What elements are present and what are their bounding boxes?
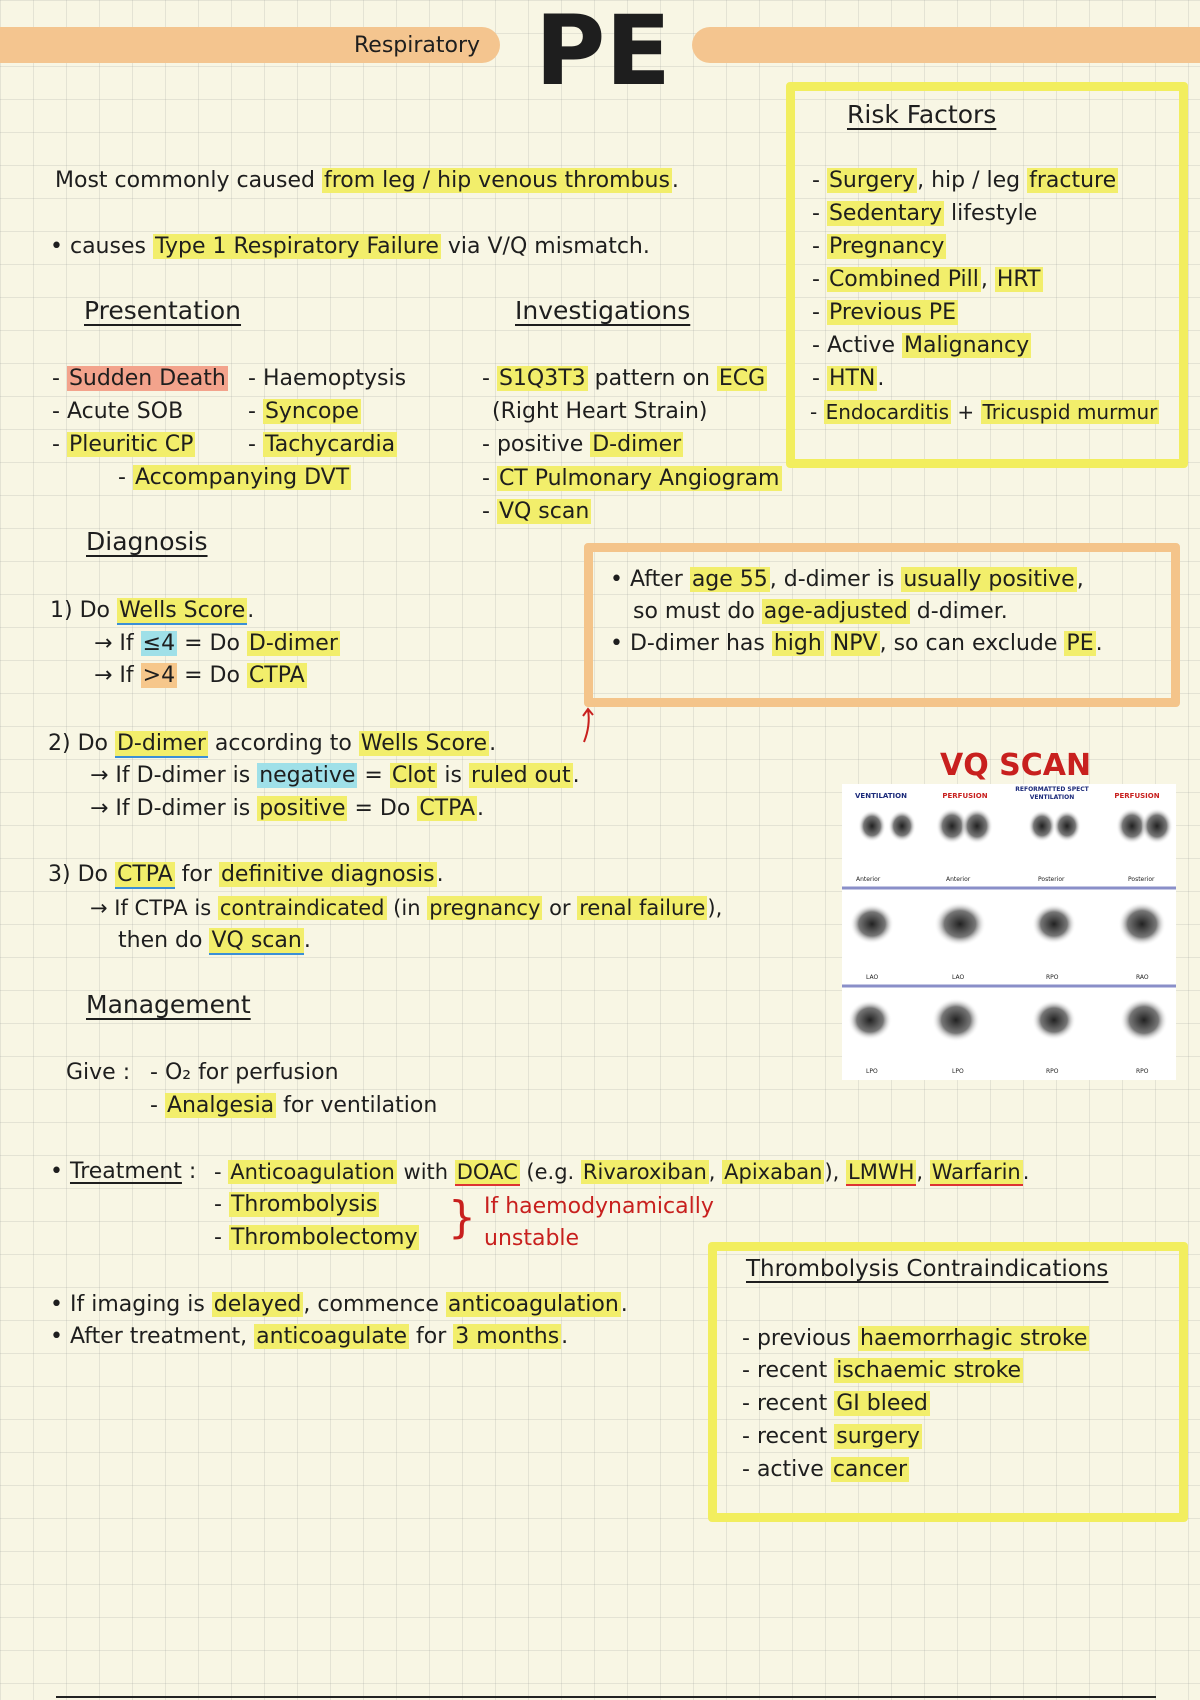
arrow-up-icon bbox=[578, 706, 598, 746]
give-label: Give : bbox=[66, 1060, 131, 1085]
investigation-item: - S1Q3T3 pattern on ECG bbox=[482, 366, 766, 391]
ddimer-note-line: so must do age-adjusted d-dimer. bbox=[633, 599, 1008, 624]
risk-factor-item: - Active Malignancy bbox=[812, 333, 1030, 358]
page-title: PE bbox=[535, 0, 671, 107]
treatment-note: If haemodynamically bbox=[484, 1194, 714, 1219]
treatment-label: • Treatment : bbox=[50, 1159, 197, 1184]
subject-label: Respiratory bbox=[354, 33, 481, 58]
ddimer-note-line: • After age 55, d-dimer is usually positive, bbox=[610, 567, 1084, 592]
risk-factor-item: - HTN. bbox=[812, 366, 885, 391]
ddimer-note-line: • D-dimer has high NPV, so can exclude PE. bbox=[610, 631, 1103, 656]
brace-icon: } bbox=[448, 1192, 476, 1243]
vq-row-label: RAO bbox=[1136, 974, 1149, 981]
presentation-heading: Presentation bbox=[84, 296, 242, 325]
risk-factor-item: - Surgery, hip / leg fracture bbox=[812, 168, 1117, 193]
header-band-right bbox=[692, 27, 1200, 63]
note-line: • If imaging is delayed, commence anticoagulation. bbox=[50, 1292, 628, 1317]
presentation-item: - Syncope bbox=[248, 399, 359, 424]
vq-row-label: Posterior bbox=[1128, 876, 1155, 883]
presentation-item: - Tachycardia bbox=[248, 432, 396, 457]
investigations-heading: Investigations bbox=[515, 296, 691, 325]
lung-scan-icon bbox=[842, 784, 1176, 1080]
bottom-divider bbox=[56, 1696, 1156, 1698]
risk-factor-item: - Previous PE bbox=[812, 300, 957, 325]
diagnosis-step: → If CTPA is contraindicated (in pregnancy or renal failure), bbox=[90, 896, 723, 920]
presentation-item: - Sudden Death bbox=[52, 366, 226, 391]
risk-factor-item: - Endocarditis + Tricuspid murmur bbox=[810, 400, 1158, 424]
vq-row-label: Posterior bbox=[1038, 876, 1065, 883]
vq-row-label: LAO bbox=[952, 974, 965, 981]
presentation-item: - Accompanying DVT bbox=[118, 465, 350, 490]
vq-col-label: VENTILATION bbox=[855, 792, 907, 800]
investigation-item: (Right Heart Strain) bbox=[492, 399, 708, 424]
presentation-item: - Pleuritic CP bbox=[52, 432, 194, 457]
diagnosis-heading: Diagnosis bbox=[86, 527, 208, 556]
vq-row-label: Anterior bbox=[946, 876, 971, 883]
vq-scan-title: VQ SCAN bbox=[940, 748, 1092, 783]
diagnosis-step: → If D-dimer is positive = Do CTPA. bbox=[90, 796, 485, 821]
vq-row-label: Anterior bbox=[856, 876, 881, 883]
treatment-note: unstable bbox=[484, 1226, 580, 1251]
note-line: • After treatment, anticoagulate for 3 months. bbox=[50, 1324, 569, 1349]
treatment-line: - Anticoagulation with DOAC (e.g. Rivaroxiban, Apixaban), LMWH, Warfarin. bbox=[214, 1160, 1030, 1184]
intro-line-1: Most commonly caused from leg / hip venous thrombus. bbox=[55, 168, 679, 193]
management-heading: Management bbox=[86, 990, 251, 1019]
vq-row-label: LPO bbox=[952, 1068, 964, 1075]
thrombolysis-ci-item: - active cancer bbox=[742, 1457, 908, 1482]
diagnosis-step: → If >4 = Do CTPA bbox=[94, 663, 305, 688]
investigation-item: - positive D-dimer bbox=[482, 432, 682, 457]
diagnosis-step: 3) Do CTPA for definitive diagnosis. bbox=[48, 862, 444, 887]
risk-factor-item: - Combined Pill, HRT bbox=[812, 267, 1041, 292]
vq-row-label: RPO bbox=[1046, 1068, 1059, 1075]
risk-factor-item: - Sedentary lifestyle bbox=[812, 201, 1038, 226]
intro-line-2: • causes Type 1 Respiratory Failure via V/Q mismatch. bbox=[50, 234, 650, 259]
vq-row-label: RPO bbox=[1046, 974, 1059, 981]
investigation-item: - CT Pulmonary Angiogram bbox=[482, 466, 780, 491]
risk-factors-heading: Risk Factors bbox=[847, 100, 997, 129]
treatment-line: - Thrombolectomy bbox=[214, 1225, 418, 1250]
thrombolysis-ci-item: - recent GI bleed bbox=[742, 1391, 928, 1416]
diagnosis-step: → If ≤4 = Do D-dimer bbox=[94, 631, 338, 656]
vq-scan-image bbox=[842, 784, 1176, 1080]
diagnosis-step: then do VQ scan. bbox=[118, 928, 311, 953]
vq-col-label: REFORMATTED SPECT VENTILATION bbox=[1015, 786, 1089, 801]
vq-row-label: LAO bbox=[866, 974, 879, 981]
thrombolysis-ci-item: - recent surgery bbox=[742, 1424, 920, 1449]
risk-factor-item: - Pregnancy bbox=[812, 234, 945, 259]
vq-row-label: RPO bbox=[1136, 1068, 1149, 1075]
vq-col-label: PERFUSION bbox=[942, 792, 988, 800]
vq-row-label: LPO bbox=[866, 1068, 878, 1075]
give-item: - O₂ for perfusion bbox=[150, 1060, 339, 1085]
thrombolysis-ci-item: - previous haemorrhagic stroke bbox=[742, 1326, 1088, 1351]
presentation-item: - Haemoptysis bbox=[248, 366, 407, 391]
thrombolysis-ci-heading: Thrombolysis Contraindications bbox=[746, 1256, 1109, 1282]
give-item: - Analgesia for ventilation bbox=[150, 1093, 438, 1118]
treatment-line: - Thrombolysis bbox=[214, 1192, 378, 1217]
diagnosis-step: 2) Do D-dimer according to Wells Score. bbox=[48, 731, 497, 756]
diagnosis-step: → If D-dimer is negative = Clot is ruled out. bbox=[90, 763, 580, 788]
presentation-item: - Acute SOB bbox=[52, 399, 184, 424]
diagnosis-step: 1) Do Wells Score. bbox=[50, 598, 255, 623]
vq-col-label: PERFUSION bbox=[1114, 792, 1160, 800]
thrombolysis-ci-item: - recent ischaemic stroke bbox=[742, 1358, 1022, 1383]
investigation-item: - VQ scan bbox=[482, 499, 590, 524]
